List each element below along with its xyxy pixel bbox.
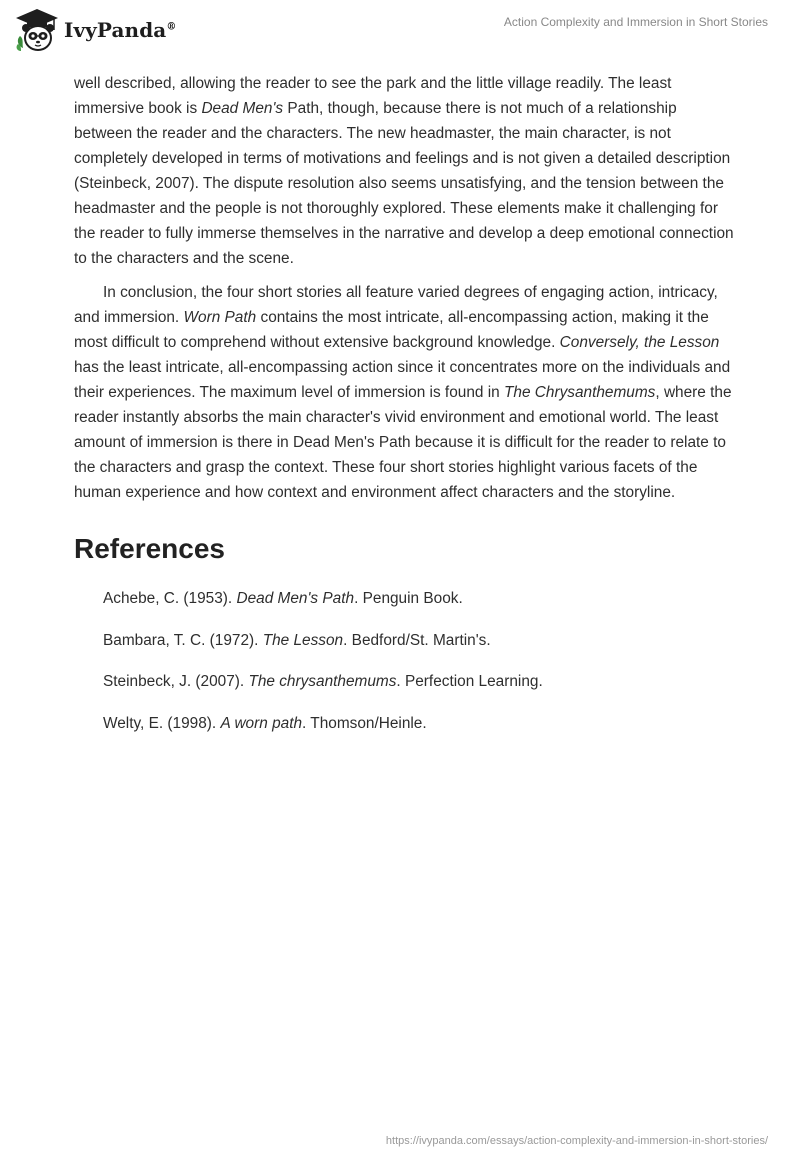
conclusion-paragraph: In conclusion, the four short stories all feature varied degrees of engaging action, intricacy, and immersion. Worn Path contains the most intricate, all-encompassing action, making it the most difficult to comprehend without extensive background knowledge. Conversely, the Lesson has the least intricate, all-encompassing action since it concentrates more on the individuals and their experiences. The maximum level of immersion is found in The Chrysanthemums, where the reader instantly absorbs the main character's vivid environment and emotional world. The least amount of immersion is there in Dead Men's Path because it is difficult for the reader to relate to the characters and grasp the context. These four short stories highlight various facets of the human experience and how context and environment affect characters and the storyline. <box>74 284 732 501</box>
body-paragraph: well described, allowing the reader to see the park and the little village readily. The least immersive book is Dead Men's Path, though, because there is not much of a relationship between the reader and the characters. The new headmaster, the main character, is not completely developed in terms of motivations and feelings and is not given a detailed description (Steinbeck, 2007). The dispute resolution also seems unsatisfying, and the tension between the headmaster and the people is not thoroughly explored. These elements make it challenging for the reader to fully immerse themselves in the narrative and develop a deep emotional connection to the characters and the scene. <box>74 75 734 267</box>
brand-name: IvyPanda® <box>64 18 177 42</box>
reference-item: Welty, E. (1998). A worn path. Thomson/Heinle. <box>103 714 427 732</box>
reference-item: Steinbeck, J. (2007). The chrysanthemums. Perfection Learning. <box>103 673 543 691</box>
reference-item: Bambara, T. C. (1972). The Lesson. Bedford/St. Martin's. <box>103 631 491 649</box>
document-title: Action Complexity and Immersion in Short Stories <box>503 15 768 29</box>
reference-item: Achebe, C. (1953). Dead Men's Path. Penguin Book. <box>103 590 463 607</box>
ivypanda-logo[interactable] <box>14 8 176 52</box>
panda-graduate-icon <box>14 8 60 52</box>
reference-list <box>74 588 734 735</box>
page-header <box>0 0 800 60</box>
source-url[interactable]: https://ivypanda.com/essays/action-complexity-and-immersion-in-short-stories/ <box>385 1135 768 1147</box>
essay-content <box>74 71 734 754</box>
references-heading: References <box>74 533 225 564</box>
